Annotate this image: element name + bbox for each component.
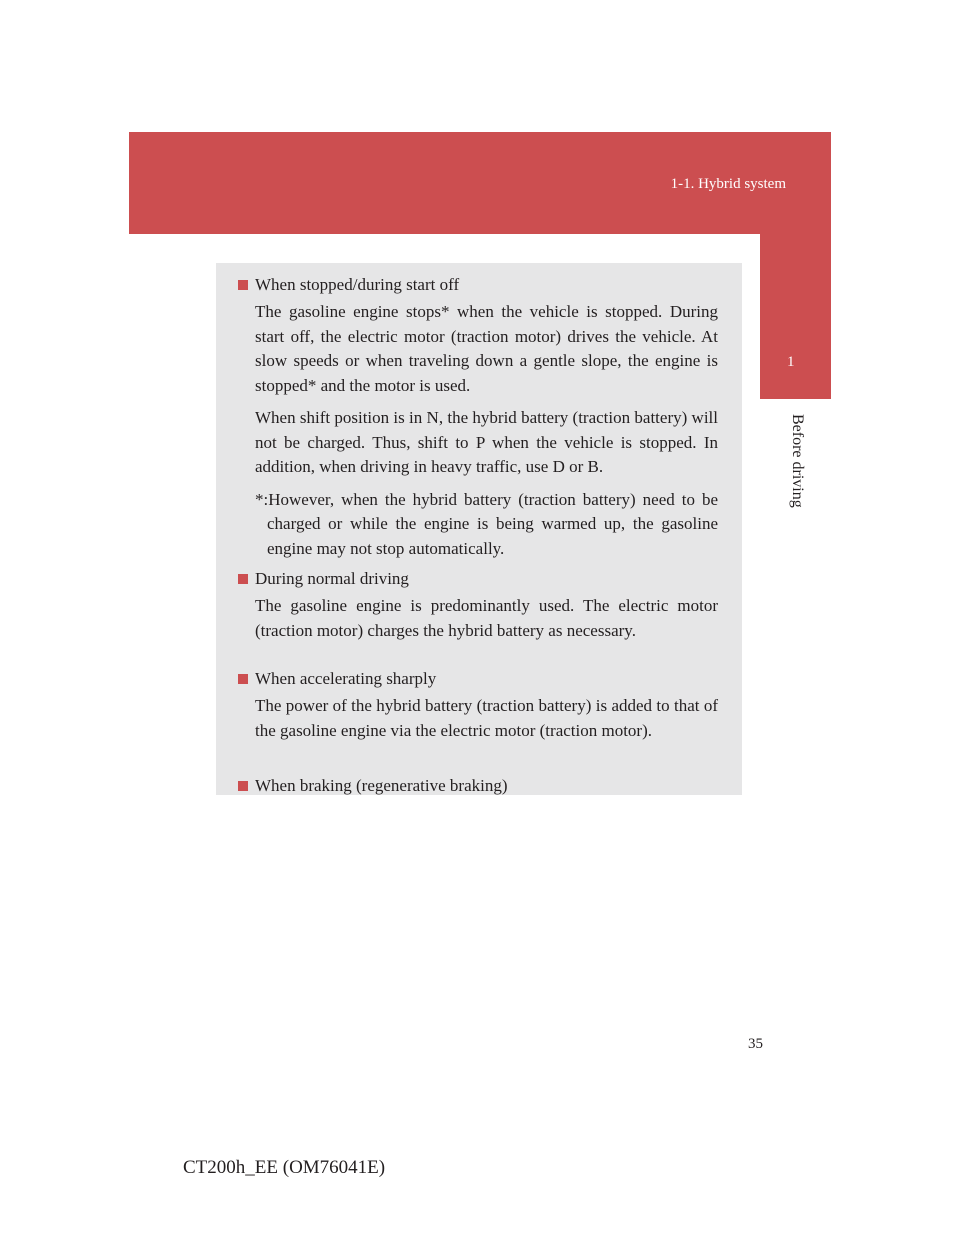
square-bullet-icon [238,574,248,584]
chapter-number: 1 [787,354,795,370]
section-title: 1-1. Hybrid system [670,176,786,192]
body-paragraph: When shift position is in N, the hybrid battery (traction battery) will not be charged. Thus, shift to P when the vehicle is stopped. In addition, when driving in heavy traffic, use D or B. [255,408,718,476]
section-stopped [238,273,718,561]
header-band [129,132,831,234]
section-heading: When braking (regenerative braking) [238,774,718,795]
document-code: CT200h_EE (OM76041E) [183,1157,386,1178]
body-paragraph: The gasoline engine stops* when the vehicle is stopped. During start off, the electric motor (traction motor) drives the vehicle. At slow speeds or when traveling down a gentle slope, the engine is stopped* and the motor is used. [255,302,718,395]
chapter-tab [760,234,831,399]
square-bullet-icon [238,781,248,791]
section-heading: During normal driving [238,567,718,591]
chapter-label: Before driving [789,414,806,508]
square-bullet-icon [238,674,248,684]
body-paragraph: The gasoline engine is predominantly used. The electric motor (traction motor) charges the hybrid battery as necessary. [255,596,718,640]
section-normal-driving [238,567,718,643]
footnote-paragraph: *:However, when the hybrid battery (traction battery) need to be charged or while the engine is being warmed up, the gasoline engine may not stop automatically. [255,489,718,558]
section-braking [238,774,718,795]
square-bullet-icon [238,280,248,290]
content-box [216,263,742,795]
section-heading: When stopped/during start off [238,273,718,297]
page-number: 35 [748,1036,763,1052]
body-paragraph: The power of the hybrid battery (traction battery) is added to that of the gasoline engine via the electric motor (traction motor). [255,696,718,740]
section-heading: When accelerating sharply [238,667,718,691]
section-accelerating [238,667,718,743]
